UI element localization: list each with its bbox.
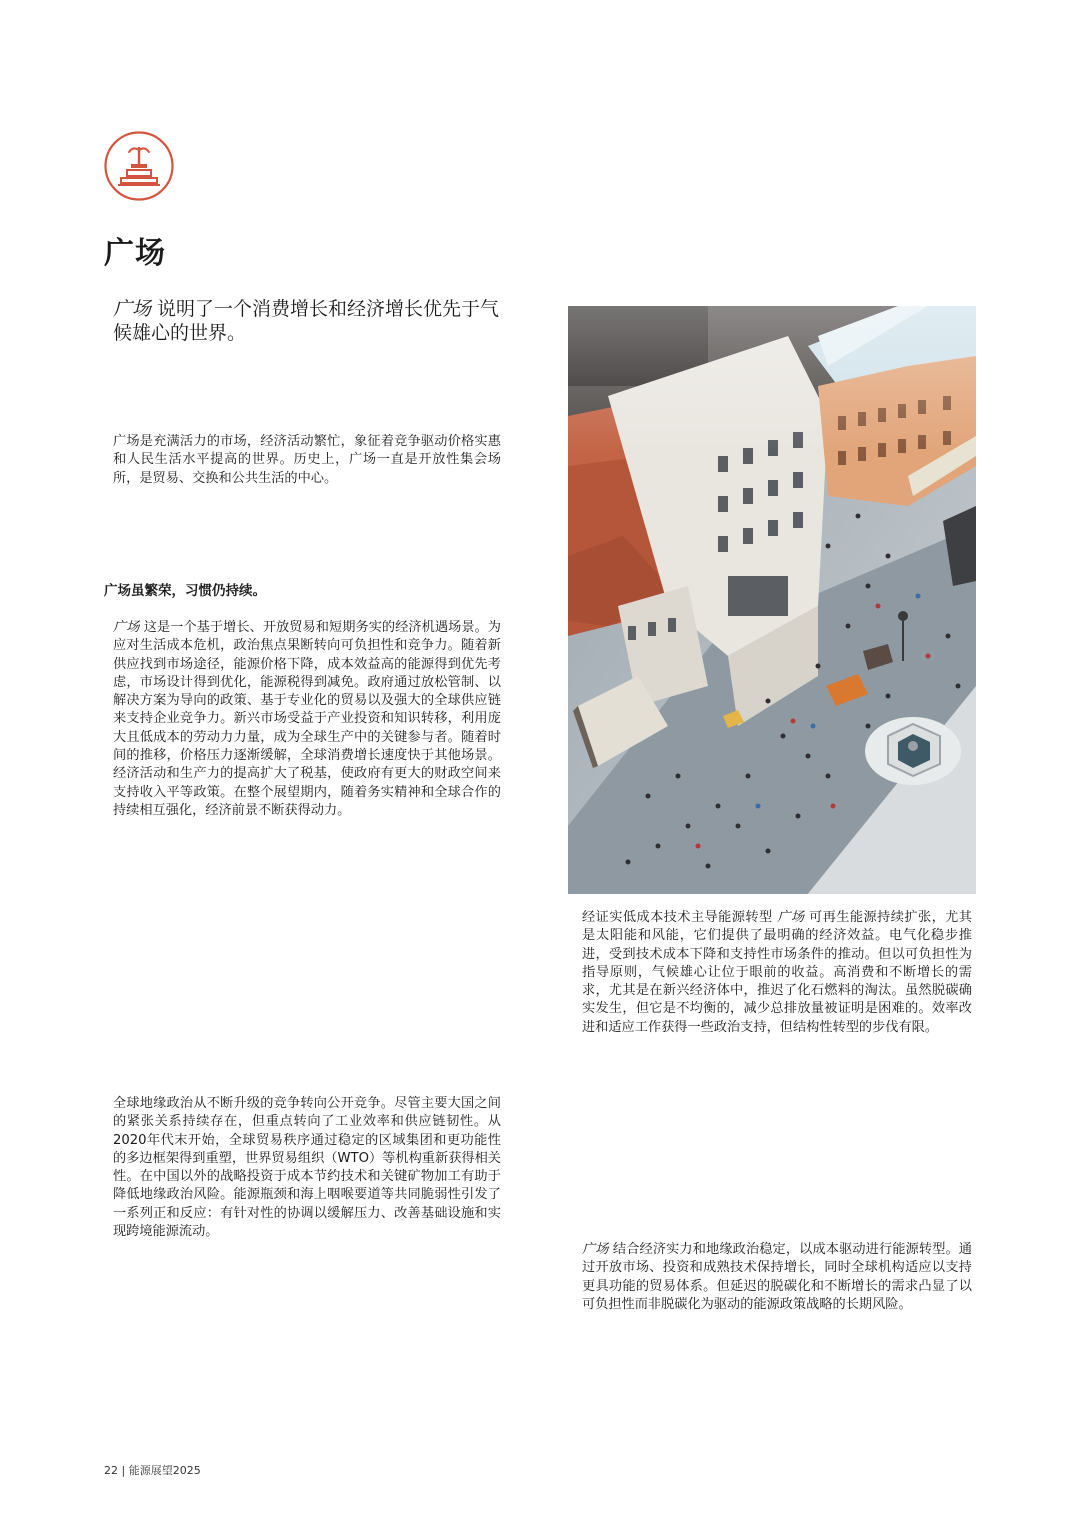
page-footer: 22 | 能源展望2025 bbox=[104, 1464, 201, 1477]
scenario-italic: 广场 bbox=[113, 620, 140, 635]
page-title: 广场 bbox=[104, 236, 166, 271]
conclusion-italic: 广场 bbox=[582, 1242, 609, 1257]
technology-italic: 广场 bbox=[777, 910, 805, 925]
technology-text-after: 可再生能源持续扩张，尤其是太阳能和风能，它们提供了最明确的经济效益。电气化稳步推进，受到技术成本下降和支持性市场条件的推动。但以可负担性为指导原则，气候雄心让位于眼前的收益。高消费和不断增长的需求，尤其是在新兴经济体中，推迟了化石燃料的淘汰。虽然脱碳确实发生，但它是不均衡的，减少总排放量被证明是困难的。效率改进和适应工作获得一些政治支持，但结构性转型的步伐有限。 bbox=[582, 910, 972, 1035]
scenario-text: 这是一个基于增长、开放贸易和短期务实的经济机遇场景。为应对生活成本危机，政治焦点果断转向可负担性和竞争力。随着新供应找到市场途径，能源价格下降，成本效益高的能源得到优先考虑，市场设计得到优化，能源税得到减免。政府通过放松管制、以解决方案为导向的政策、基于专业化的贸易以及强大的全球供应链来支持企业竞争力。新兴市场受益于产业投资和知识转移，利用庞大且低成本的劳动力力量，成为全球生产中的关键参与者。随着时间的推移，价格压力逐渐缓解，全球消费增长速度快于其他场景。经济活动和生产力的提高扩大了税基，使政府有更大的财政空间来支持收入平等政策。在整个展望期内，随着务实精神和全球合作的持续相互强化，经济前景不断获得动力。 bbox=[113, 620, 501, 818]
technology-paragraph bbox=[582, 909, 972, 1037]
conclusion-paragraph bbox=[582, 1241, 972, 1314]
fountain-icon bbox=[104, 131, 174, 201]
scenario-paragraph bbox=[113, 619, 501, 820]
lead-text: 说明了一个消费增长和经济增长优先于气候雄心的世界。 bbox=[113, 298, 500, 344]
technology-text-before: 经证实低成本技术主导能源转型 bbox=[582, 910, 778, 925]
intro-paragraph: 广场是充满活力的市场，经济活动繁忙，象征着竞争驱动价格实惠和人民生活水平提高的世界。历史上，广场一直是开放性集会场所，是贸易、交换和公共生活的中心。 bbox=[113, 434, 501, 486]
aerial-town-square-photo bbox=[568, 306, 976, 894]
lead-italic: 广场 bbox=[113, 298, 152, 320]
lead-statement bbox=[113, 297, 503, 345]
subheading: 广场虽繁荣，习惯仍持续。 bbox=[104, 583, 266, 599]
conclusion-text: 结合经济实力和地缘政治稳定，以成本驱动进行能源转型。通过开放市场、投资和成熟技术保持增长，同时全球机构适应以支持更具功能的贸易体系。但延迟的脱碳化和不断增长的需求凸显了以可负担性而非脱碳化为驱动的能源政策战略的长期风险。 bbox=[582, 1242, 972, 1312]
geopolitics-paragraph: 全球地缘政治从不断升级的竞争转向公开竞争。尽管主要大国之间的紧张关系持续存在，但重点转向了工业效率和供应链韧性。从2020年代末开始，全球贸易秩序通过稳定的区域集团和更功能性的多边框架得到重塑，世界贸易组织（WTO）等机构重新获得相关性。在中国以外的战略投资于成本节约技术和关键矿物加工有助于降低地缘政治风险。能源瓶颈和海上咽喉要道等共同脆弱性引发了一系列正和反应：有针对性的协调以缓解压力、改善基础设施和实现跨境能源流动。 bbox=[113, 1096, 501, 1240]
